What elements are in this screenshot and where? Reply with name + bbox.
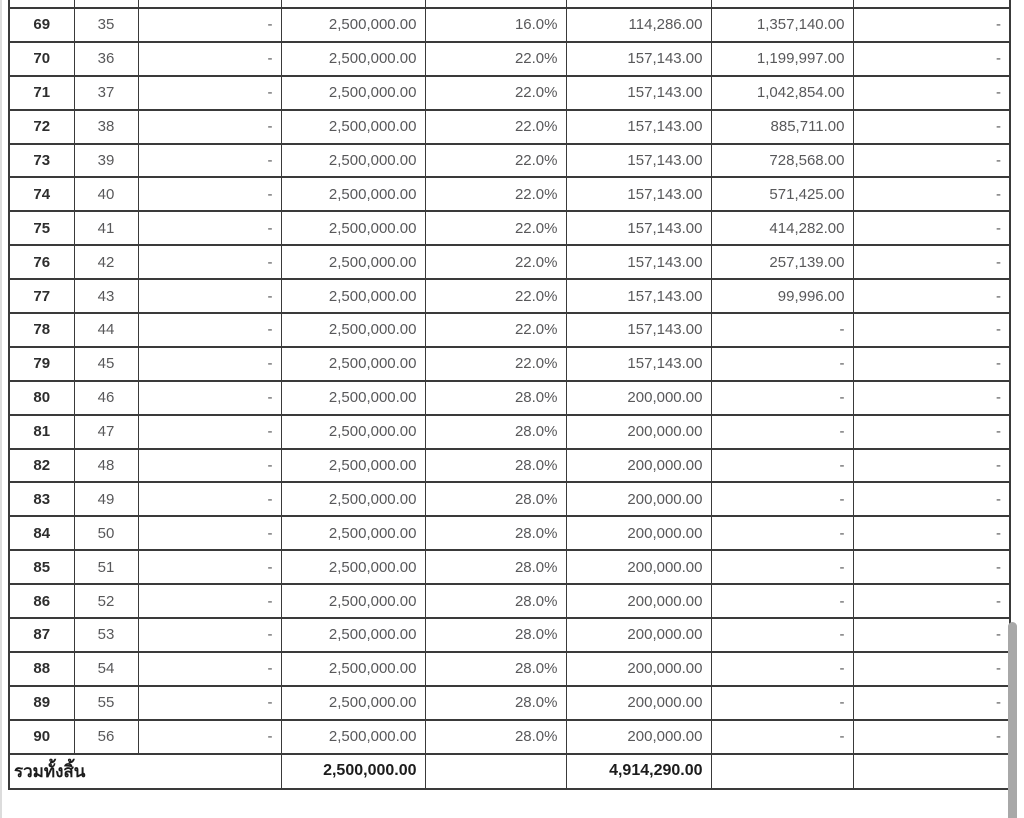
- cell-rate: 28.0%: [425, 618, 566, 652]
- grand-total-col7: [711, 754, 853, 789]
- cell-rate: 22.0%: [425, 347, 566, 381]
- cell-col7: -: [711, 347, 853, 381]
- cell-col8: -: [853, 381, 1010, 415]
- cell-col6: 200,000.00: [566, 720, 711, 754]
- cell-col3: -: [138, 720, 281, 754]
- cell-col8: -: [853, 482, 1010, 516]
- cell-col4: 2,500,000.00: [281, 76, 425, 110]
- cell-col6: 157,143.00: [566, 144, 711, 178]
- table-row: [9, 42, 1010, 76]
- cell-col8: -: [853, 76, 1010, 110]
- cell-col7: -: [711, 618, 853, 652]
- cell-col7: 728,568.00: [711, 144, 853, 178]
- cell-rate: 28.0%: [425, 381, 566, 415]
- cell-rate: 22.0%: [425, 144, 566, 178]
- cell-seq-no: 49: [74, 482, 138, 516]
- cell-col3: -: [138, 42, 281, 76]
- cell-col7: 1,357,140.00: [711, 8, 853, 42]
- cell-col3: -: [138, 618, 281, 652]
- cell-row-no: 90: [9, 720, 74, 754]
- cell-col4: 2,500,000.00: [281, 686, 425, 720]
- table-row: [9, 550, 1010, 584]
- cell-row-no: 72: [9, 110, 74, 144]
- cell-seq-no: 44: [74, 313, 138, 347]
- partial-cell: [74, 0, 138, 8]
- cell-row-no: 87: [9, 618, 74, 652]
- cell-col8: -: [853, 110, 1010, 144]
- cell-col3: -: [138, 245, 281, 279]
- cell-col4: 2,500,000.00: [281, 110, 425, 144]
- cell-row-no: 81: [9, 415, 74, 449]
- cell-col7: -: [711, 381, 853, 415]
- scrollbar-thumb[interactable]: [1008, 622, 1017, 818]
- cell-col3: -: [138, 8, 281, 42]
- cell-col3: -: [138, 449, 281, 483]
- grand-total-col5: [425, 754, 566, 789]
- cell-row-no: 69: [9, 8, 74, 42]
- cell-seq-no: 53: [74, 618, 138, 652]
- cell-rate: 22.0%: [425, 211, 566, 245]
- cell-row-no: 80: [9, 381, 74, 415]
- table-row: [9, 177, 1010, 211]
- table-row: [9, 8, 1010, 42]
- cell-col6: 200,000.00: [566, 482, 711, 516]
- cell-col3: -: [138, 482, 281, 516]
- cell-col6: 157,143.00: [566, 245, 711, 279]
- cell-col3: -: [138, 347, 281, 381]
- cell-seq-no: 40: [74, 177, 138, 211]
- cell-col3: -: [138, 652, 281, 686]
- table-row: [9, 76, 1010, 110]
- cell-seq-no: 56: [74, 720, 138, 754]
- cell-rate: 22.0%: [425, 313, 566, 347]
- cell-row-no: 71: [9, 76, 74, 110]
- cell-rate: 28.0%: [425, 415, 566, 449]
- grand-total-row: [9, 754, 1010, 789]
- cell-col7: -: [711, 686, 853, 720]
- cell-col3: -: [138, 415, 281, 449]
- cell-col7: 257,139.00: [711, 245, 853, 279]
- cell-col6: 157,143.00: [566, 177, 711, 211]
- table-row: [9, 415, 1010, 449]
- cell-col6: 200,000.00: [566, 516, 711, 550]
- cell-col4: 2,500,000.00: [281, 245, 425, 279]
- cell-col3: -: [138, 144, 281, 178]
- grand-total-col8: [853, 754, 1010, 789]
- cell-col3: -: [138, 516, 281, 550]
- cell-col7: -: [711, 516, 853, 550]
- cell-col8: -: [853, 279, 1010, 313]
- cell-seq-no: 52: [74, 584, 138, 618]
- cell-row-no: 89: [9, 686, 74, 720]
- cell-seq-no: 51: [74, 550, 138, 584]
- cell-col7: 414,282.00: [711, 211, 853, 245]
- grand-total-col4: 2,500,000.00: [281, 754, 425, 789]
- table-row: [9, 686, 1010, 720]
- cell-rate: 28.0%: [425, 720, 566, 754]
- cell-col3: -: [138, 279, 281, 313]
- cell-rate: 22.0%: [425, 42, 566, 76]
- cell-col4: 2,500,000.00: [281, 720, 425, 754]
- cell-rate: 28.0%: [425, 516, 566, 550]
- table-row: [9, 516, 1010, 550]
- cell-rate: 22.0%: [425, 245, 566, 279]
- cell-col8: -: [853, 177, 1010, 211]
- cell-col6: 200,000.00: [566, 584, 711, 618]
- cell-col4: 2,500,000.00: [281, 177, 425, 211]
- partial-cell: [566, 0, 711, 8]
- cell-col8: -: [853, 516, 1010, 550]
- cell-col7: -: [711, 720, 853, 754]
- cell-seq-no: 42: [74, 245, 138, 279]
- partial-cell: [138, 0, 281, 8]
- cell-col6: 157,143.00: [566, 279, 711, 313]
- cell-col7: -: [711, 449, 853, 483]
- cell-col6: 200,000.00: [566, 449, 711, 483]
- cell-col8: -: [853, 42, 1010, 76]
- cell-rate: 28.0%: [425, 550, 566, 584]
- cell-col4: 2,500,000.00: [281, 652, 425, 686]
- cell-col7: 885,711.00: [711, 110, 853, 144]
- cell-col4: 2,500,000.00: [281, 347, 425, 381]
- cell-col4: 2,500,000.00: [281, 415, 425, 449]
- cell-col6: 157,143.00: [566, 347, 711, 381]
- cell-col8: -: [853, 144, 1010, 178]
- partial-cell: [711, 0, 853, 8]
- table-row: [9, 720, 1010, 754]
- cell-seq-no: 46: [74, 381, 138, 415]
- cell-rate: 22.0%: [425, 177, 566, 211]
- table-row: [9, 652, 1010, 686]
- cell-col6: 200,000.00: [566, 381, 711, 415]
- cell-row-no: 77: [9, 279, 74, 313]
- cell-col4: 2,500,000.00: [281, 42, 425, 76]
- cell-row-no: 84: [9, 516, 74, 550]
- cell-col7: -: [711, 415, 853, 449]
- partial-cell: [853, 0, 1010, 8]
- cell-seq-no: 43: [74, 279, 138, 313]
- cell-col3: -: [138, 313, 281, 347]
- cell-seq-no: 39: [74, 144, 138, 178]
- cell-col4: 2,500,000.00: [281, 584, 425, 618]
- cell-col6: 200,000.00: [566, 550, 711, 584]
- cell-col8: -: [853, 720, 1010, 754]
- table-row: [9, 482, 1010, 516]
- cell-row-no: 78: [9, 313, 74, 347]
- table-row: [9, 584, 1010, 618]
- cell-row-no: 86: [9, 584, 74, 618]
- cell-rate: 22.0%: [425, 76, 566, 110]
- cell-row-no: 82: [9, 449, 74, 483]
- table-row: [9, 313, 1010, 347]
- cell-row-no: 79: [9, 347, 74, 381]
- cell-col8: -: [853, 211, 1010, 245]
- cell-col8: -: [853, 449, 1010, 483]
- cell-col4: 2,500,000.00: [281, 279, 425, 313]
- table-row: [9, 381, 1010, 415]
- cell-col3: -: [138, 76, 281, 110]
- cell-seq-no: 47: [74, 415, 138, 449]
- cell-row-no: 85: [9, 550, 74, 584]
- cell-col8: -: [853, 8, 1010, 42]
- table-row: [9, 110, 1010, 144]
- cell-rate: 28.0%: [425, 686, 566, 720]
- cell-col8: -: [853, 618, 1010, 652]
- cell-rate: 22.0%: [425, 279, 566, 313]
- page-edge: [0, 0, 2, 818]
- cell-row-no: 83: [9, 482, 74, 516]
- table-row: [9, 245, 1010, 279]
- cell-col6: 200,000.00: [566, 415, 711, 449]
- cell-seq-no: 48: [74, 449, 138, 483]
- cell-seq-no: 37: [74, 76, 138, 110]
- cell-col7: 571,425.00: [711, 177, 853, 211]
- installment-table: [8, 0, 1011, 790]
- cell-col4: 2,500,000.00: [281, 144, 425, 178]
- grand-total-col6: 4,914,290.00: [566, 754, 711, 789]
- cell-seq-no: 36: [74, 42, 138, 76]
- cell-col6: 200,000.00: [566, 652, 711, 686]
- partial-cell: [9, 0, 74, 8]
- cell-col3: -: [138, 177, 281, 211]
- cell-col3: -: [138, 110, 281, 144]
- cell-row-no: 88: [9, 652, 74, 686]
- cell-col6: 157,143.00: [566, 313, 711, 347]
- partial-cell: [425, 0, 566, 8]
- cell-col7: 1,199,997.00: [711, 42, 853, 76]
- partial-row-clipped: [9, 0, 1010, 8]
- cell-col3: -: [138, 211, 281, 245]
- cell-col8: -: [853, 652, 1010, 686]
- cell-col4: 2,500,000.00: [281, 381, 425, 415]
- cell-col6: 157,143.00: [566, 110, 711, 144]
- cell-rate: 28.0%: [425, 449, 566, 483]
- cell-col8: -: [853, 313, 1010, 347]
- table-row: [9, 211, 1010, 245]
- table-row: [9, 347, 1010, 381]
- cell-col6: 200,000.00: [566, 686, 711, 720]
- table-row: [9, 144, 1010, 178]
- cell-seq-no: 55: [74, 686, 138, 720]
- grand-total-label: รวมทั้งสิ้น: [9, 754, 281, 789]
- cell-col8: -: [853, 245, 1010, 279]
- table-row: [9, 618, 1010, 652]
- cell-rate: 28.0%: [425, 584, 566, 618]
- cell-col6: 157,143.00: [566, 42, 711, 76]
- cell-col7: -: [711, 482, 853, 516]
- cell-row-no: 70: [9, 42, 74, 76]
- cell-rate: 28.0%: [425, 652, 566, 686]
- cell-col3: -: [138, 550, 281, 584]
- cell-row-no: 76: [9, 245, 74, 279]
- cell-col6: 114,286.00: [566, 8, 711, 42]
- cell-col3: -: [138, 381, 281, 415]
- cell-col8: -: [853, 686, 1010, 720]
- cell-col3: -: [138, 584, 281, 618]
- cell-col6: 200,000.00: [566, 618, 711, 652]
- cell-seq-no: 45: [74, 347, 138, 381]
- table-row: [9, 449, 1010, 483]
- cell-col7: 1,042,854.00: [711, 76, 853, 110]
- cell-col6: 157,143.00: [566, 76, 711, 110]
- cell-col3: -: [138, 686, 281, 720]
- cell-col7: -: [711, 550, 853, 584]
- cell-col8: -: [853, 415, 1010, 449]
- cell-rate: 16.0%: [425, 8, 566, 42]
- cell-col4: 2,500,000.00: [281, 516, 425, 550]
- cell-col4: 2,500,000.00: [281, 449, 425, 483]
- cell-rate: 28.0%: [425, 482, 566, 516]
- cell-col4: 2,500,000.00: [281, 313, 425, 347]
- cell-col7: -: [711, 313, 853, 347]
- partial-cell: [281, 0, 425, 8]
- cell-col7: -: [711, 584, 853, 618]
- cell-col4: 2,500,000.00: [281, 8, 425, 42]
- cell-col4: 2,500,000.00: [281, 211, 425, 245]
- cell-seq-no: 54: [74, 652, 138, 686]
- cell-col4: 2,500,000.00: [281, 618, 425, 652]
- cell-col7: -: [711, 652, 853, 686]
- cell-row-no: 74: [9, 177, 74, 211]
- cell-row-no: 73: [9, 144, 74, 178]
- cell-row-no: 75: [9, 211, 74, 245]
- cell-seq-no: 50: [74, 516, 138, 550]
- cell-col8: -: [853, 347, 1010, 381]
- cell-col6: 157,143.00: [566, 211, 711, 245]
- cell-col8: -: [853, 584, 1010, 618]
- cell-seq-no: 35: [74, 8, 138, 42]
- cell-col4: 2,500,000.00: [281, 482, 425, 516]
- cell-col7: 99,996.00: [711, 279, 853, 313]
- cell-seq-no: 41: [74, 211, 138, 245]
- cell-rate: 22.0%: [425, 110, 566, 144]
- cell-col4: 2,500,000.00: [281, 550, 425, 584]
- table-row: [9, 279, 1010, 313]
- cell-col8: -: [853, 550, 1010, 584]
- cell-seq-no: 38: [74, 110, 138, 144]
